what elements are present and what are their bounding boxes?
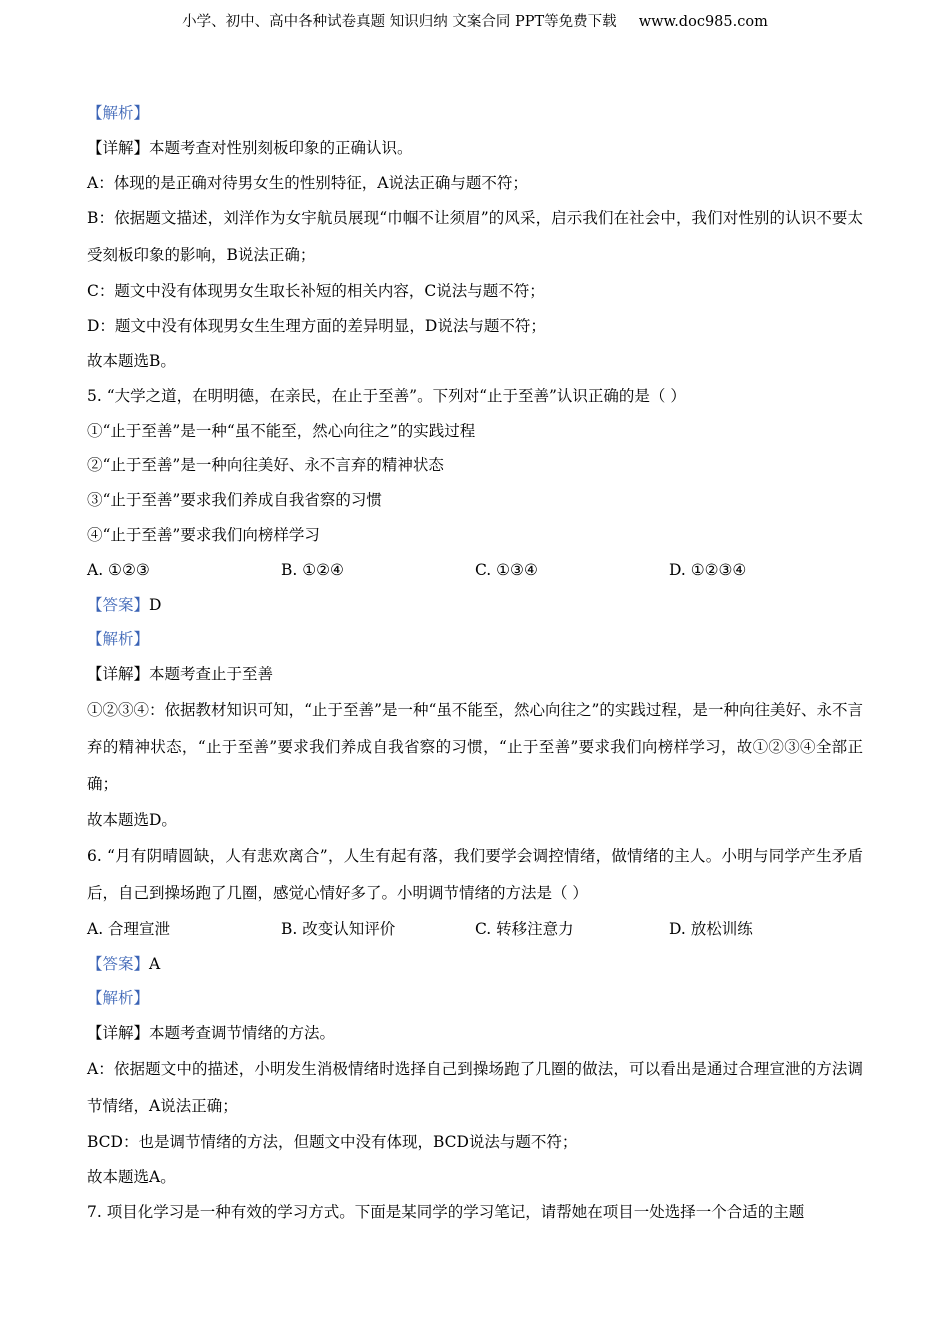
q6-option-a-explain: A：依据题文中的描述，小明发生消极情绪时选择自己到操场跑了几圈的做法，可以看出是通过合理宣泄的方法调节情绪，A说法正确； (87, 1059, 863, 1115)
q5-option-b: B. ①②④ (281, 560, 344, 579)
q4-option-b-explain: B：依据题文描述，刘洋作为女宇航员展现“巾帼不让须眉”的风采，启示我们在社会中，我们对性别的认识不要太受刻板印象的影响，B说法正确； (87, 209, 863, 265)
q5-option-a: A. ①②③ (87, 560, 150, 579)
q6-conclusion: 故本题选A。 (87, 1167, 176, 1186)
q5-explain: ①②③④：依据教材知识可知，“止于至善”是一种“虽不能至，然心向往之”的实践过程，是一种向往美好、永不言弃的精神状态，“止于至善”要求我们养成自我省察的习惯，“止于至善”要求我们向榜样学习，故①②③④全部正确； (87, 700, 863, 793)
q6-answer-tag: 【答案】 (87, 954, 150, 973)
q5-analysis-tag: 【解析】 (87, 630, 150, 649)
q6-answer: A (149, 954, 161, 973)
q5-option-d: D. ①②③④ (669, 560, 747, 579)
q6-options (87, 912, 863, 947)
q5-conclusion: 故本题选D。 (87, 810, 177, 829)
header-site-link[interactable]: www.doc985.com (638, 14, 768, 30)
q5-stem: 5. “大学之道，在明明德，在亲民，在止于至善”。下列对“止于至善”认识正确的是（ ） (87, 386, 686, 405)
q5-answer-line (87, 588, 863, 623)
q6-analysis-tag: 【解析】 (87, 989, 150, 1008)
q4-option-c-explain: C：题文中没有体现男女生取长补短的相关内容，C说法与题不符； (87, 282, 545, 301)
q6-option-c: C. 转移注意力 (475, 919, 574, 938)
q5-detail: 【详解】本题考查止于至善 (87, 665, 274, 684)
q4-option-a-explain: A：体现的是正确对待男女生的性别特征，A说法正确与题不符； (87, 173, 528, 192)
q7-stem: 7. 项目化学习是一种有效的学习方式。下面是某同学的学习笔记，请帮她在项目一处选择一个合适的主题 (87, 1202, 805, 1221)
q5-answer-tag: 【答案】 (87, 595, 150, 614)
q6-stem: 6. “月有阴晴圆缺，人有悲欢离合”，人生有起有落，我们要学会调控情绪，做情绪的主人。小明与同学产生矛盾后，自己到操场跑了几圈，感觉心情好多了。小明调节情绪的方法是（ ） (87, 846, 863, 902)
q6-option-bcd-explain: BCD：也是调节情绪的方法，但题文中没有体现，BCD说法与题不符； (87, 1132, 578, 1151)
document-body (87, 96, 863, 1229)
q5-statement-3: ③“止于至善”要求我们养成自我省察的习惯 (87, 491, 382, 510)
header-text: 小学、初中、高中各种试卷真题 知识归纳 文案合同 PPT等免费下载 (182, 14, 617, 30)
q4-conclusion: 故本题选B。 (87, 351, 176, 370)
q5-statement-1: ①“止于至善”是一种“虽不能至，然心向往之”的实践过程 (87, 421, 476, 440)
q4-analysis-tag: 【解析】 (87, 104, 150, 122)
q5-statement-4: ④“止于至善”要求我们向榜样学习 (87, 525, 320, 544)
q5-statement-2: ②“止于至善”是一种向往美好、永不言弃的精神状态 (87, 456, 444, 475)
q5-option-c: C. ①③④ (475, 560, 538, 579)
q6-answer-line (87, 947, 863, 982)
q5-answer: D (149, 595, 162, 614)
q4-option-d-explain: D：题文中没有体现男女生生理方面的差异明显，D说法与题不符； (87, 317, 546, 336)
q6-option-a: A. 合理宣泄 (87, 919, 171, 938)
q4-detail: 【详解】本题考查对性别刻板印象的正确认识。 (87, 138, 413, 157)
page-header (0, 12, 950, 32)
q6-option-d: D. 放松训练 (669, 919, 753, 938)
q6-detail: 【详解】本题考查调节情绪的方法。 (87, 1024, 336, 1043)
q5-options (87, 553, 863, 588)
q6-option-b: B. 改变认知评价 (281, 919, 396, 938)
